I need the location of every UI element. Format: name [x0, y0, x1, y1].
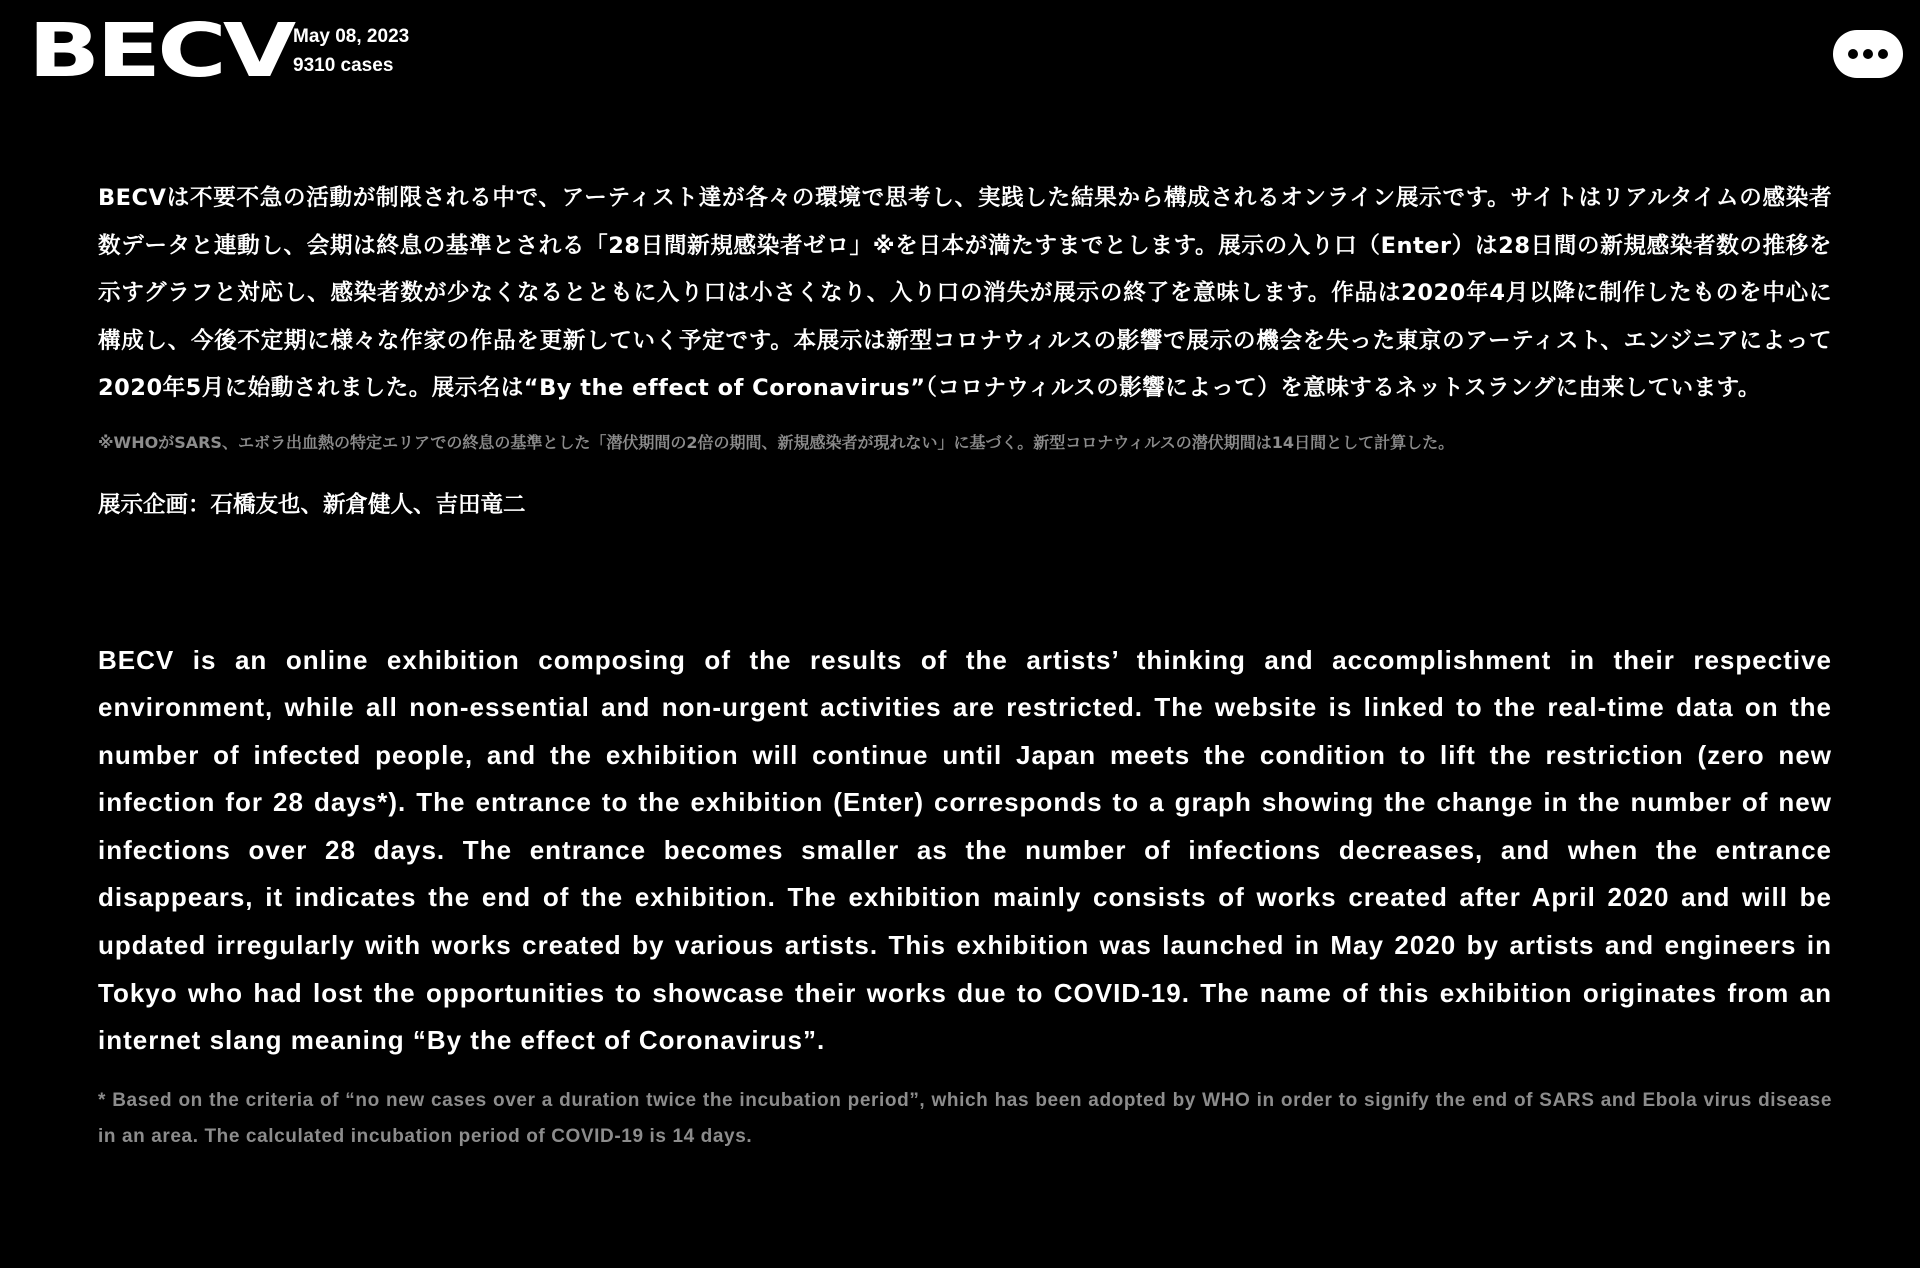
japanese-footnote: ※WHOがSARS、エボラ出血熱の特定エリアでの終息の基準とした「潜伏期間の2倍の期間、新規感染者が現れない」に基づく。新型コロナウィルスの潜伏期間は14日間として計算した。 — [98, 432, 1455, 452]
japanese-description: BECVは不要不急の活動が制限される中で、アーティスト達が各々の環境で思考し、実践した結果から構成されるオンライン展示です。サイトはリアルタイムの感染者数データと連動し、会期は終息の基準とされる「28日間新規感染者ゼロ」※を日本が満たすまでとします。展示の入り口（Enter）は28日間の新規感染者数の推移を示すグラフと対応し、感染者数が少なくなるとともに入り口は小さくなり、入り口の消失が展示の終了を意味します。作品は2020年4月以降に制作したものを中心に構成し、今後不定期に様々な作家の作品を更新していく予定です。本展示は新型コロナウィルスの影響で展示の機会を失った東京のアーティスト、エンジニアによって2020年5月に始動されました。展示名は“By the effect of Coronavirus”（コロナウィルスの影響によって）を意味するネットスラングに由来しています。 — [98, 185, 1832, 401]
exhibition-credit: 展示企画：石橋友也、新倉健人、吉田竜二 — [98, 491, 526, 518]
site-header — [0, 0, 1920, 110]
menu-button[interactable] — [1833, 30, 1903, 78]
case-info — [293, 22, 409, 80]
case-count: 9310 cases — [293, 55, 394, 76]
english-description: BECV is an online exhibition composing of the results of the artists’ thinking and accomplishment in their respective environment, while all non-essential and non-urgent activities are restricted. The website is linked to the real-time data on the number of infected people, and the exhibition will continue until Japan meets the condition to lift the restriction (zero new infection for 28 days*). The entrance to the exhibition (Enter) corresponds to a graph showing the change in the number of new infections over 28 days. The entrance becomes smaller as the number of infections decreases, and when the entrance disappears, it indicates the end of the exhibition. The exhibition mainly consists of works created after April 2020 and will be updated irregularly with works created by various artists. This exhibition was launched in May 2020 by artists and engineers in Tokyo who had lost the opportunities to showcase their works due to COVID-19. The name of this exhibition originates from an internet slang meaning “By the effect of Coronavirus”. — [98, 644, 1832, 1056]
site-logo[interactable]: BECV — [28, 8, 293, 94]
english-footnote: * Based on the criteria of “no new cases over a duration twice the incubation period”, which has been adopted by WHO in order to signify the end of SARS and Ebola virus disease in an area. The calculated incubation period of COVID-19 is 14 days. — [98, 1089, 1832, 1147]
ellipsis-icon — [1878, 49, 1888, 59]
ellipsis-icon — [1848, 49, 1858, 59]
ellipsis-icon — [1863, 49, 1873, 59]
about-content — [98, 175, 1832, 1155]
update-date: May 08, 2023 — [293, 26, 410, 47]
